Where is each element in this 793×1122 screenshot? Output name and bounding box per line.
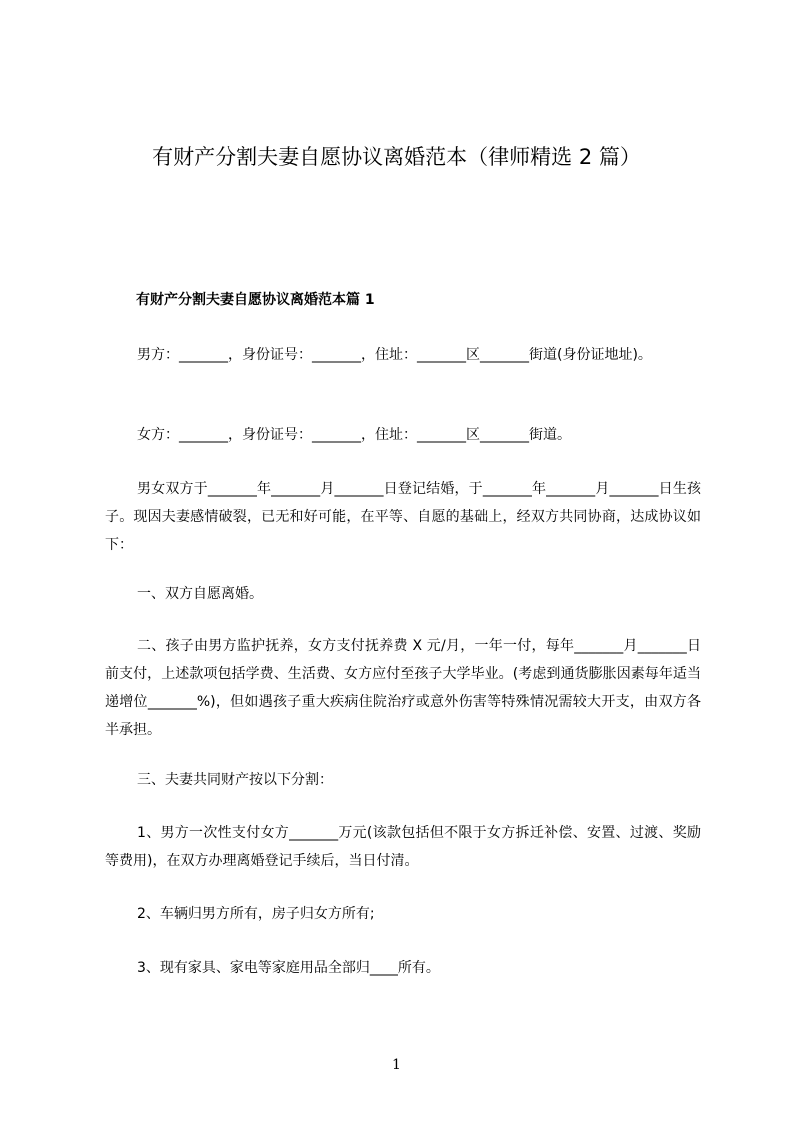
document-title: 有财产分割夫妻自愿协议离婚范本（律师精选 2 篇） (152, 145, 641, 169)
paragraph-item-3: 3、现有家具、家电等家庭用品全部归____所有。 (137, 960, 440, 976)
paragraph-clause-2: 二、孩子由男方监护抚养，女方支付抚养费 X 元/月，一年一付，每年_______月_______日前支付，上述款项包括学费、生活费、女方应付至孩子大学毕业。(考虑到通货膨胀因素每年适当递增位_______%)，但如遇孩子重大疾病住院治疗或意外伤害等特殊情况需较大开支，由双方各半承担。 (105, 638, 701, 738)
paragraph-marriage-info: 男女双方于_______年_______月_______日登记结婚，于_______年_______月_______日生孩子。现因夫妻感情破裂，已无和好可能，在平等、自愿的基础上，经双方共同协商，达成协议如下： (105, 481, 701, 553)
paragraph-clause-1: 一、双方自愿离婚。 (137, 586, 263, 602)
paragraph-item-2: 2、车辆归男方所有，房子归女方所有; (137, 906, 375, 922)
paragraph-item-1: 1、男方一次性支付女方_______万元(该款包括但不限于女方拆迁补偿、安置、过渡、奖励等费用)，在双方办理离婚登记手续后，当日付清。 (105, 825, 701, 869)
paragraph-female-party: 女方：_______，身份证号：_______，住址：_______区_______街道。 (137, 427, 571, 443)
section-heading: 有财产分割夫妻自愿协议离婚范本篇 1 (136, 292, 375, 308)
page-number: 1 (392, 1057, 401, 1073)
paragraph-male-party: 男方：_______，身份证号：_______，住址：_______区_______街道(身份证地址)。 (137, 347, 652, 363)
paragraph-clause-3: 三、夫妻共同财产按以下分割： (137, 772, 333, 788)
